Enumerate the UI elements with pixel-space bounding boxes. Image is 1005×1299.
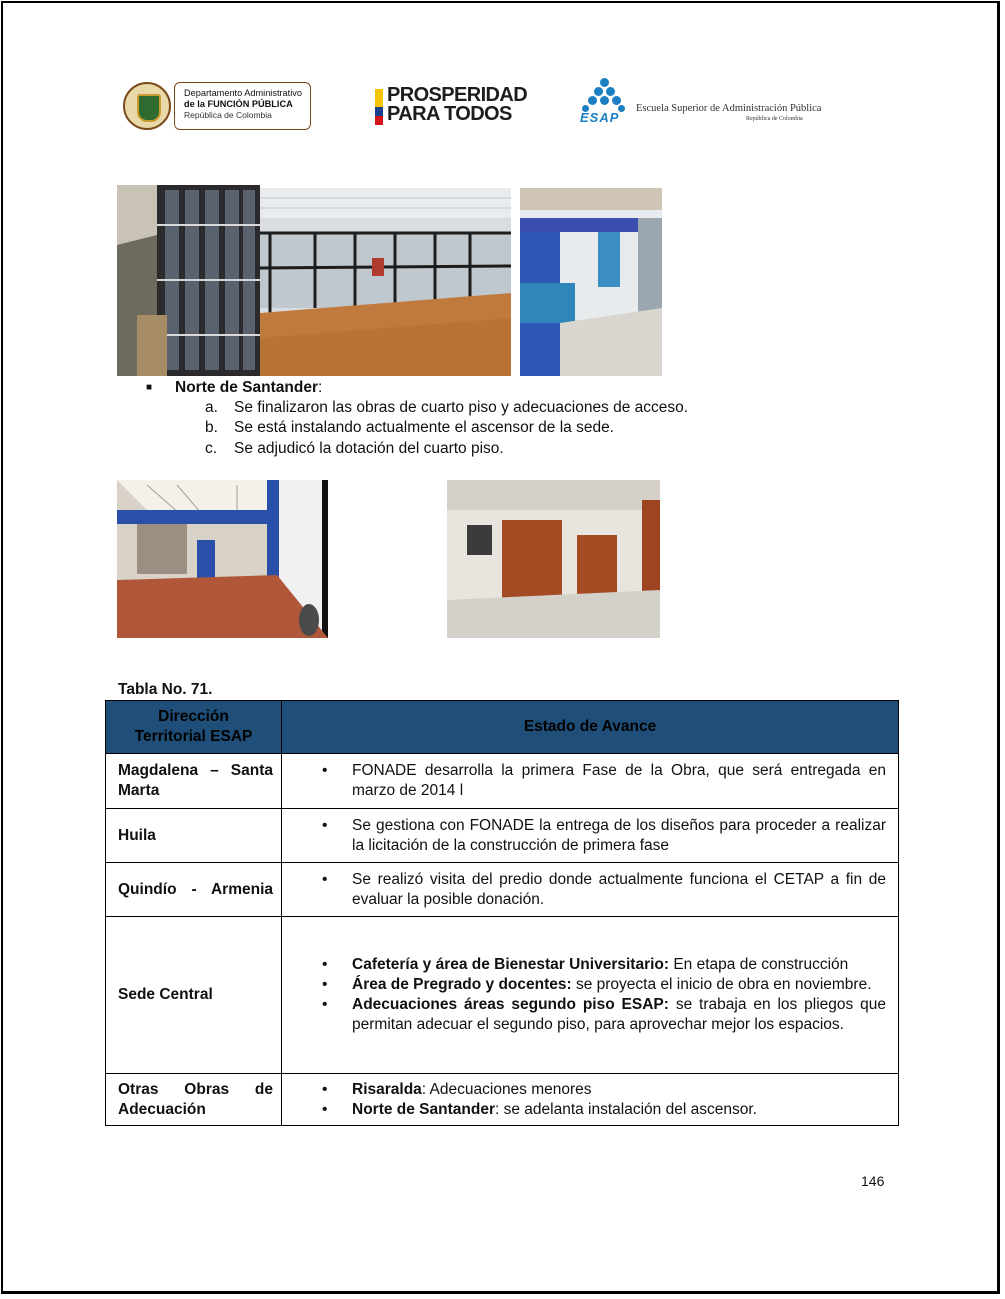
colombia-seal-icon [123,82,171,130]
status-cell [282,917,899,1074]
photo-bathroom [520,188,662,376]
list-item [205,419,614,437]
prosperidad-line1: PROSPERIDAD [387,84,528,106]
photo-facade-windows [117,185,260,376]
status-cell [282,809,899,863]
region-cell: Huila [106,809,282,863]
table-caption: Tabla No. 71. [118,681,213,698]
esap-word: ESAP [580,110,620,125]
status-item: • FONADE desarrolla la primera Fase de la Obra, que será entregada en marzo de 2014 l [282,761,886,801]
prosperidad-line2: PARA TODOS [387,103,512,125]
list-item-text: Se finalizaron las obras de cuarto piso y adecuaciones de acceso. [234,399,689,416]
status-item: • Se gestiona con FONADE la entrega de los diseños para proceder a realizar la licitación de la construcción de primera fase [282,816,886,856]
list-item-text: Se adjudicó la dotación del cuarto piso. [234,440,504,457]
table-row [106,754,899,809]
esap-name: Escuela Superior de Administración Pública [636,103,822,114]
list-item [205,440,504,458]
photo-room-wood-floor [260,188,511,376]
col-header-estado: Estado de Avance [282,701,899,754]
status-item: • Adecuaciones áreas segundo piso ESAP: se trabaja en los pliegos que permitan adecuar el segundo piso, para aprovechar mejor los espacios. [282,995,886,1035]
flag-bar-icon [375,89,383,125]
status-item: • Norte de Santander: se adelanta instalación del ascensor. [282,1100,886,1120]
list-item-text: Se está instalando actualmente el ascensor de la sede. [234,419,614,436]
esap-dots-icon [578,78,634,112]
region-cell: Sede Central [106,917,282,1074]
section-title: Norte de Santander [175,379,318,396]
esap-sub: República de Colombia [746,116,803,122]
region-cell: Quindío - Armenia [106,863,282,917]
status-item: • Área de Pregrado y docentes: se proyecta el inicio de obra en noviembre. [282,975,886,995]
dafp-text-box [174,82,311,130]
col-header-direccion: Dirección Territorial ESAP [106,701,282,754]
status-item: • Risaralda: Adecuaciones menores [282,1080,886,1100]
table-header-row [106,701,899,754]
dafp-line2: de la FUNCIÓN PÚBLICA [184,99,293,109]
photo-courtyard [117,480,328,638]
prosperidad-logo [375,86,530,128]
page-number: 146 [861,1173,885,1189]
table-row [106,863,899,917]
dafp-line3: República de Colombia [184,110,272,120]
region-cell: Otras Obras de Adecuación [106,1074,282,1126]
section-title-suffix: : [317,379,323,396]
list-item-letter: a. [205,399,218,416]
list-item-letter: c. [205,440,218,457]
status-item: • Se realizó visita del predio donde actualmente funciona el CETAP a fin de evaluar la posible donación. [282,870,886,910]
status-item: • Cafetería y área de Bienestar Universitario: En etapa de construcción [282,955,886,975]
esap-logo [578,78,822,128]
region-cell: Magdalena – Santa Marta [106,754,282,809]
table-row [106,917,899,1074]
list-item [205,399,688,417]
table-row [106,809,899,863]
photo-wooden-doors [447,480,660,638]
status-cell [282,863,899,917]
dafp-line1: Departamento Administrativo [184,88,302,98]
status-cell [282,1074,899,1126]
status-cell [282,754,899,809]
progress-table [105,700,899,1126]
funcion-publica-logo [123,82,313,132]
square-bullet-icon: ■ [146,382,153,393]
table-row [106,1074,899,1126]
list-item-letter: b. [205,419,218,436]
